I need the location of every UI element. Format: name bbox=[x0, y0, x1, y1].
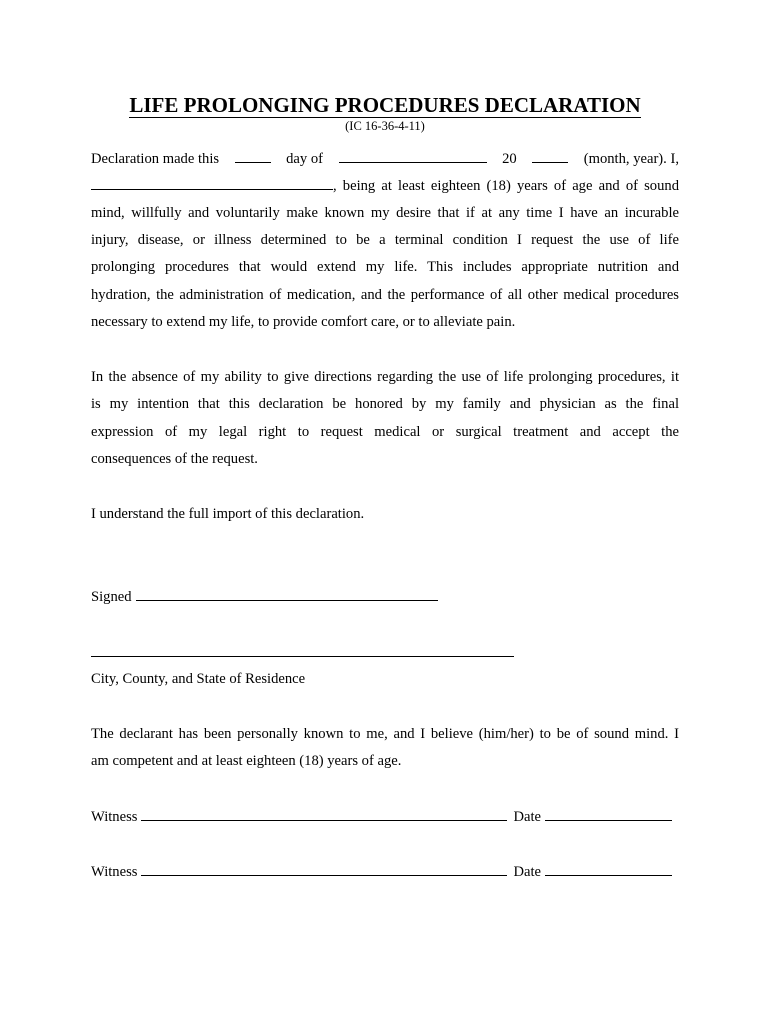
document-title: LIFE PROLONGING PROCEDURES DECLARATION bbox=[129, 93, 641, 117]
signature-line bbox=[91, 586, 679, 607]
declaration-made-this-label: Declaration made this bbox=[91, 151, 220, 167]
witness-row bbox=[91, 806, 679, 827]
date-label: Date bbox=[513, 864, 541, 880]
declaration-date-line bbox=[91, 148, 679, 169]
witness-date-blank[interactable] bbox=[545, 861, 672, 876]
day-blank[interactable] bbox=[235, 148, 271, 163]
witness-row bbox=[91, 861, 679, 882]
residence-blank[interactable] bbox=[91, 656, 514, 657]
witness-date-blank[interactable] bbox=[545, 806, 672, 821]
date-label: Date bbox=[513, 809, 541, 825]
year-prefix-label: 20 bbox=[502, 151, 517, 167]
absence-paragraph-line: is my intention that this declaration be honored by my family and physician as the final bbox=[91, 396, 679, 412]
signed-label: Signed bbox=[91, 589, 132, 605]
absence-paragraph-line: In the absence of my ability to give directions regarding the use of life prolonging procedures, it bbox=[91, 369, 679, 385]
witness-signature-blank[interactable] bbox=[141, 861, 507, 876]
residence-label: City, County, and State of Residence bbox=[91, 671, 306, 687]
absence-paragraph-line: expression of my legal right to request medical or surgical treatment and accept the bbox=[91, 424, 679, 440]
statute-citation: (IC 16-36-4-11) bbox=[345, 119, 425, 133]
year-blank[interactable] bbox=[532, 148, 568, 163]
declarant-name-line bbox=[91, 175, 679, 196]
witness-signature-blank[interactable] bbox=[141, 806, 507, 821]
declaration-body-line: necessary to extend my life, to provide comfort care, or to alleviate pain. bbox=[91, 314, 516, 330]
witness-label: Witness bbox=[91, 809, 138, 825]
declaration-body-line: hydration, the administration of medication, and the performance of all other medical procedures bbox=[91, 287, 679, 303]
month-year-label: (month, year). I, bbox=[583, 151, 679, 167]
absence-paragraph-line: consequences of the request. bbox=[91, 451, 258, 467]
declarant-name-blank[interactable] bbox=[91, 175, 333, 190]
witness-label: Witness bbox=[91, 864, 138, 880]
witness-statement-line: am competent and at least eighteen (18) years of age. bbox=[91, 753, 402, 769]
declaration-body-line: prolonging procedures that would extend my life. This includes appropriate nutrition and bbox=[91, 259, 679, 275]
signature-blank[interactable] bbox=[136, 586, 438, 601]
month-blank[interactable] bbox=[339, 148, 487, 163]
understand-statement: I understand the full import of this declaration. bbox=[91, 506, 365, 522]
declaration-body-line: mind, willfully and voluntarily make known my desire that if at any time I have an incurable bbox=[91, 205, 679, 221]
declaration-body-line: injury, disease, or illness determined to be a terminal condition I request the use of life bbox=[91, 232, 679, 248]
declaration-intro-text: , being at least eighteen (18) years of age and of sound bbox=[333, 178, 679, 194]
day-of-label: day of bbox=[286, 151, 324, 167]
witness-statement-line: The declarant has been personally known to me, and I believe (him/her) to be of sound mind. I bbox=[91, 726, 679, 742]
